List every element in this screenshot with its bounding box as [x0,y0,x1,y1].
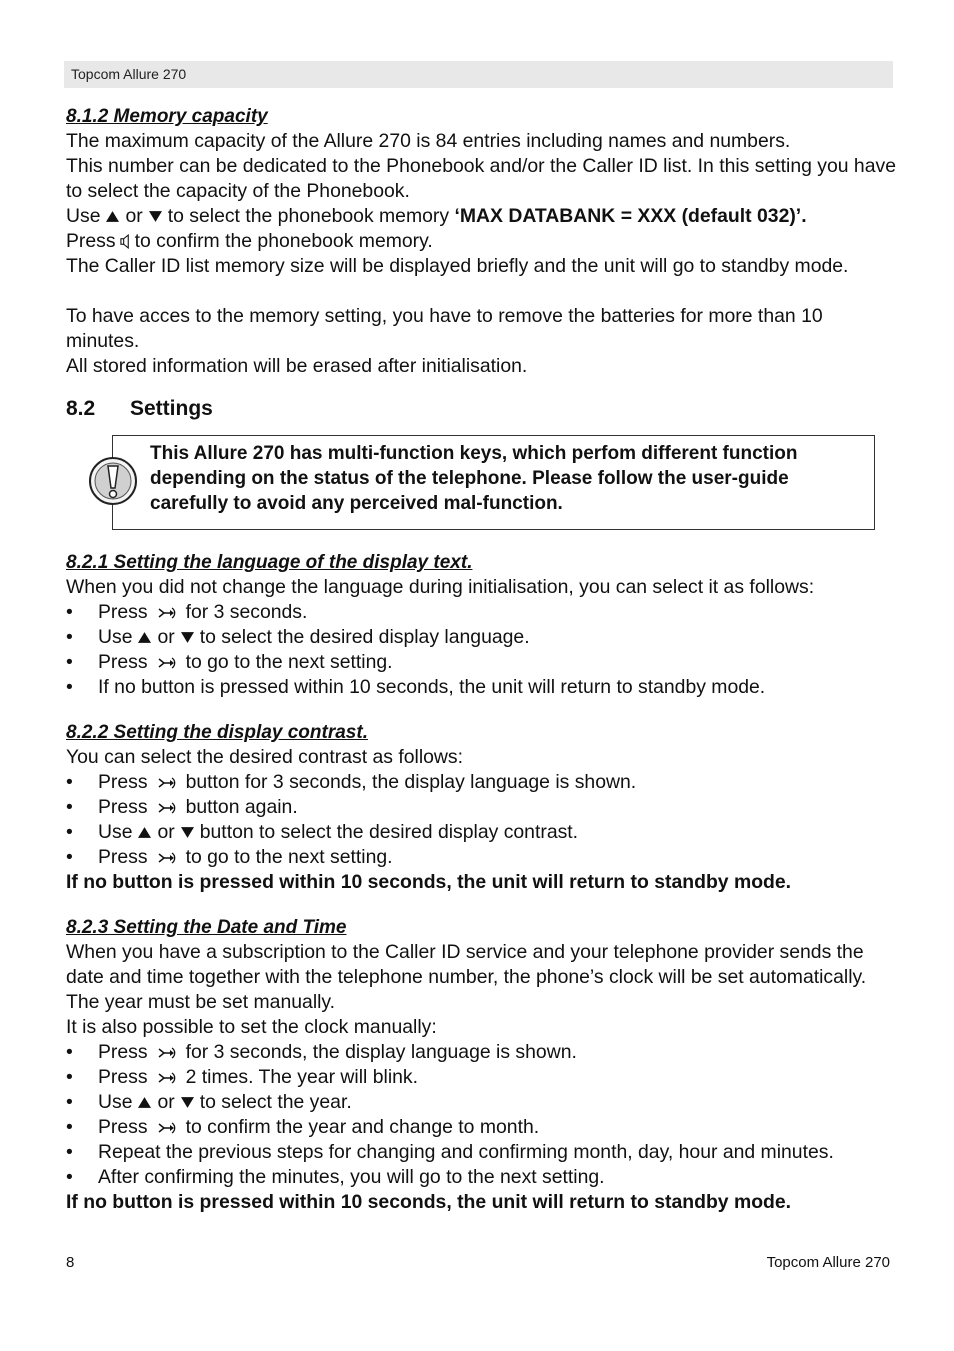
memory-p3: Use or to select the phonebook memory ‘MAX DATABANK = XXX (default 032)’. [66,205,807,227]
up-arrow-icon [138,1097,151,1108]
up-arrow-icon [138,827,151,838]
menu-key-icon [158,605,178,621]
list-item: • After confirming the minutes, you will go to the next setting. [66,1165,896,1190]
memory-p2: This number can be dedicated to the Phonebook and/or the Caller ID list. In this setting you have to select the capacity of the Phonebook. [66,155,896,202]
list-item: • Press button for 3 seconds, the display language is shown. [66,770,896,795]
down-arrow-icon [181,632,194,643]
heading-8-2: 8.2 Settings [66,397,213,420]
language-intro: When you did not change the language during initialisation, you can select it as follows: [66,576,815,598]
page-number: 8 [66,1254,75,1271]
contrast-warning: If no button is pressed within 10 seconds, the unit will return to standby mode. [66,871,792,893]
list-item: • If no button is pressed within 10 seconds, the unit will return to standby mode. [66,675,896,700]
menu-key-icon [158,850,178,866]
note-text: This Allure 270 has multi-function keys, which perfom different function depending on the status of the telephone. Please follow the user-guide carefully to avoid any perceived mal-function. [150,443,798,514]
memory-p5: The Caller ID list memory size will be displayed briefly and the unit will go to standby mode. [66,255,849,277]
list-item: • Press to go to the next setting. [66,845,896,870]
up-arrow-icon [138,632,151,643]
language-steps [66,600,896,700]
list-item: • Use or button to select the desired display contrast. [66,820,896,845]
memory-p4: Press to confirm the phonebook memory. [66,230,433,252]
heading-8-2-2: 8.2.2 Setting the display contrast. [66,722,368,743]
list-item: • Press 2 times. The year will blink. [66,1065,896,1090]
list-item: • Repeat the previous steps for changing and confirming month, day, hour and minutes. [66,1140,896,1165]
menu-key-icon [158,1120,178,1136]
down-arrow-icon [181,1097,194,1108]
list-item: • Use or to select the desired display language. [66,625,896,650]
list-item: • Press to confirm the year and change to month. [66,1115,896,1140]
footer-title: Topcom Allure 270 [766,1254,890,1271]
contrast-steps [66,770,896,870]
datetime-warning: If no button is pressed within 10 seconds, the unit will return to standby mode. [66,1191,792,1213]
menu-key-icon [158,800,178,816]
heading-8-2-3: 8.2.3 Setting the Date and Time [66,917,347,938]
list-item: • Press for 3 seconds, the display language is shown. [66,1040,896,1065]
up-arrow-icon [106,211,119,222]
down-arrow-icon [181,827,194,838]
note-box [112,435,875,530]
memory-p7: All stored information will be erased after initialisation. [66,355,528,377]
datetime-intro2: It is also possible to set the clock manually: [66,1016,437,1038]
heading-8-2-1: 8.2.1 Setting the language of the display text. [66,552,473,573]
menu-key-icon [158,655,178,671]
speaker-icon [120,234,131,249]
menu-key-icon [158,1045,178,1061]
header-title: Topcom Allure 270 [71,66,187,82]
list-item: • Press button again. [66,795,896,820]
memory-p6: To have acces to the memory setting, you have to remove the batteries for more than 10 minutes. [66,305,823,352]
list-item: • Press for 3 seconds. [66,600,896,625]
exclamation-icon [88,456,138,506]
datetime-steps [66,1040,896,1190]
list-item: • Press to go to the next setting. [66,650,896,675]
contrast-intro: You can select the desired contrast as follows: [66,746,464,768]
page-content [66,104,896,1215]
down-arrow-icon [149,211,162,222]
datetime-intro: When you have a subscription to the Caller ID service and your telephone provider sends the date and time together with the telephone number, the phone’s clock will be set automatically. The year must be set manually. [66,941,867,1013]
menu-key-icon [158,1070,178,1086]
heading-8-1-2: 8.1.2 Memory capacity [66,106,268,127]
list-item: • Use or to select the year. [66,1090,896,1115]
page-header [64,61,893,88]
menu-key-icon [158,775,178,791]
memory-p1: The maximum capacity of the Allure 270 is 84 entries including names and numbers. [66,130,791,152]
